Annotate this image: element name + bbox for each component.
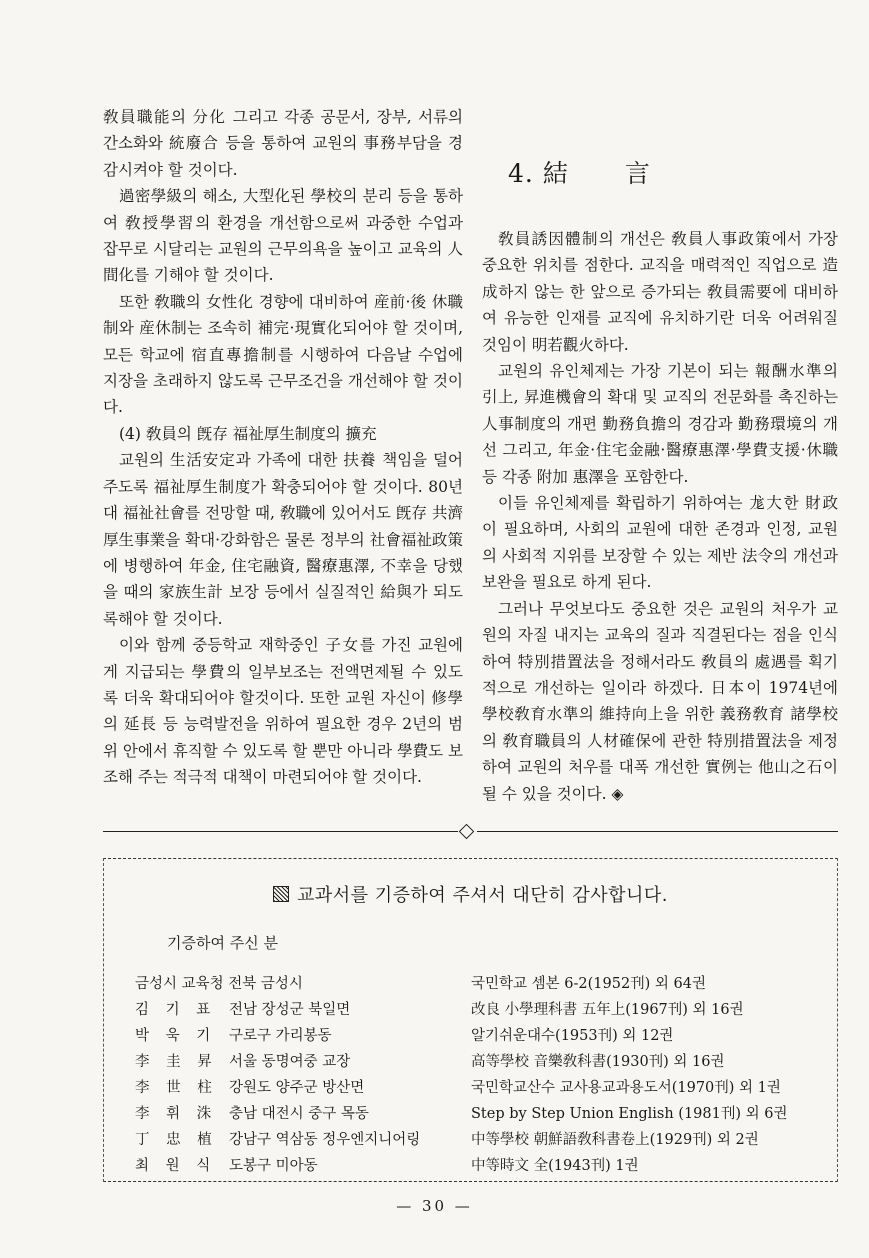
donor-name: 李 휘 洙	[135, 1106, 218, 1122]
donor-address: 강원도 양주군 방산면	[229, 1080, 365, 1096]
right-column	[482, 104, 838, 807]
section-title-char: 結	[542, 159, 569, 188]
square-icon	[273, 886, 289, 902]
donor-name: 최 원 식	[135, 1158, 217, 1174]
donor-row	[135, 1128, 835, 1154]
donor-book: 高等學校 音樂敎科書(1930刊) 외 16권	[471, 1054, 725, 1070]
donor-row	[135, 1050, 835, 1076]
donor-address: 강남구 역삼동 정우엔지니어링	[229, 1132, 421, 1148]
donor-book: 中等時文 全(1943刊) 1권	[471, 1158, 639, 1174]
paragraph: 교원의 유인체제는 가장 기본이 되는 報酬水準의 引上, 昇進機會의 확대 및 교직의 전문화를 촉진하는 人事制度의 개편 勤務負擔의 경감과 勤務環境의 개선 그리고, 年金·住宅金融·醫療惠澤·學費支援·休職 등 각종 附加 惠澤을 포함한다.	[482, 362, 838, 486]
donor-book: 알기쉬운대수(1953刊) 외 12권	[471, 1028, 674, 1044]
paragraph-text: 그러나 무엇보다도 중요한 것은 교원의 처우가 교원의 자질 내지는 교육의 질과 직결된다는 점을 인식하여 特別措置法을 정해서라도 敎員의 處遇를 획기적으로 개선하는 일이라 하겠다. 日本이 1974년에 學校敎育水準의 維持向上을 위한 義務敎育 諸學校의 敎育職員의 人材確保에 관한 特別措置法을 제정하여 교원의 처우를 대폭 개선한 實例는 他山之石이 될 수 있을 것이다.	[482, 599, 838, 803]
donor-book: 中等學校 朝鮮語敎科書卷上(1929刊) 외 2권	[471, 1132, 759, 1148]
donor-name: 李 世 柱	[135, 1080, 218, 1096]
subheading: (4) 敎員의 旣存 福祉厚生制度의 擴充	[119, 424, 377, 443]
donor-address: 도봉구 미아동	[229, 1158, 318, 1174]
paragraph: 이들 유인체제를 확립하기 위하여는 尨大한 財政이 필요하며, 사회의 교원에 대한 존경과 인정, 교원의 사회적 지위를 보장할 수 있는 제반 法令의 개선과 보완을 필요로 하게 된다.	[482, 494, 838, 592]
paragraph: 過密學級의 해소, 大型化된 學校의 분리 등을 통하여 敎授學習의 환경을 개선함으로써 과중한 수업과 잡무로 시달리는 교원의 근무의욕을 높이고 교육의 人間化를 기해야 할 것이다.	[103, 187, 463, 285]
donor-book: 改良 小學理科書 五年上(1967刊) 외 16권	[471, 1002, 744, 1018]
end-mark-icon: ◈	[611, 784, 624, 803]
donor-row	[135, 1102, 835, 1128]
donation-title-text: 교과서를 기증하여 주셔서 대단히 감사합니다.	[297, 885, 668, 906]
donor-book: 국민학교산수 교사용교과용도서(1970刊) 외 1권	[471, 1080, 781, 1096]
paragraph: 敎員誘因體制의 개선은 敎員人事政策에서 가장 중요한 위치를 점한다. 교직을 매력적인 직업으로 造成하지 않는 한 앞으로 증가되는 敎員需要에 대비하여 유능한 인재를 교직에 유치하기란 더욱 어려워질 것임이 明若觀火하다.	[482, 230, 838, 354]
paragraph: 이와 함께 중등학교 재학중인 子女를 가진 교원에게 지급되는 學費의 일부보조는 전액면제될 수 있도록 더욱 확대되어야 할것이다. 또한 교원 자신이 修學의 延長 등 능력발전을 위하여 필요한 경우 2년의 범위 안에서 휴직할 수 있도록 할 뿐만 아니라 學費도 보조해 주는 적극적 대책이 마련되어야 할 것이다.	[103, 636, 463, 787]
page-number: — 30 —	[396, 1197, 473, 1215]
donation-subtitle: 기증하여 주신 분	[167, 934, 278, 952]
section-title	[508, 154, 838, 194]
donor-name: 박 욱 기	[135, 1028, 217, 1044]
paragraph: 또한 敎職의 女性化 경향에 대비하여 産前·後 休職制와 産休制는 조속히 補完·現實化되어야 할 것이며, 모든 학교에 宿直專擔制를 시행하여 다음날 수업에 지장을 초래하지 않도록 근무조건을 개선해야 할 것이다.	[103, 292, 463, 417]
donor-name: 李 圭 昇	[135, 1054, 218, 1070]
paragraph	[482, 596, 838, 807]
donor-row	[135, 1076, 835, 1102]
donor-address: 금성시 교육청 전북 금성시	[135, 976, 303, 992]
paragraph: 敎員職能의 分化 그리고 각종 공문서, 장부, 서류의 간소화와 統廢合 등을 통하여 교원의 事務부담을 경감시켜야 할 것이다.	[103, 108, 463, 179]
donation-title	[104, 881, 837, 907]
donor-address: 구로구 가리봉동	[229, 1028, 332, 1044]
donor-name: 丁 忠 植	[135, 1132, 218, 1148]
donor-book: 국민학교 셈본 6-2(1952刊) 외 64권	[471, 976, 707, 992]
section-divider	[103, 827, 838, 835]
donor-address: 충남 대전시 중구 목동	[229, 1106, 369, 1122]
donation-box	[103, 858, 838, 1182]
donor-book: Step by Step Union English (1981刊) 외 6권	[471, 1106, 788, 1122]
paragraph: 교원의 生活安定과 가족에 대한 扶養 책임을 덜어 주도록 福祉厚生制度가 확충되어야 할 것이다. 80년대 福祉社會를 전망할 때, 敎職에 있어서도 旣存 共濟厚生事業을 확대·강화함은 물론 정부의 社會福祉政策에 병행하여 年金, 住宅融資, 醫療惠澤, 不幸을 당했을 때의 家族生計 보장 등에서 실질적인 給與가 되도록해야 할 것이다.	[103, 451, 463, 628]
donor-name: 김 기 표	[135, 1002, 217, 1018]
donor-row	[135, 1024, 835, 1050]
donor-row	[135, 1154, 835, 1180]
section-number: 4.	[508, 159, 534, 188]
donor-address: 전남 장성군 북일면	[229, 1002, 351, 1018]
section-title-char: 言	[624, 159, 651, 188]
left-column	[103, 104, 463, 791]
donor-row	[135, 972, 835, 998]
donor-address: 서울 동명여중 교장	[229, 1054, 351, 1070]
diamond-icon	[459, 824, 475, 840]
donor-row	[135, 998, 835, 1024]
